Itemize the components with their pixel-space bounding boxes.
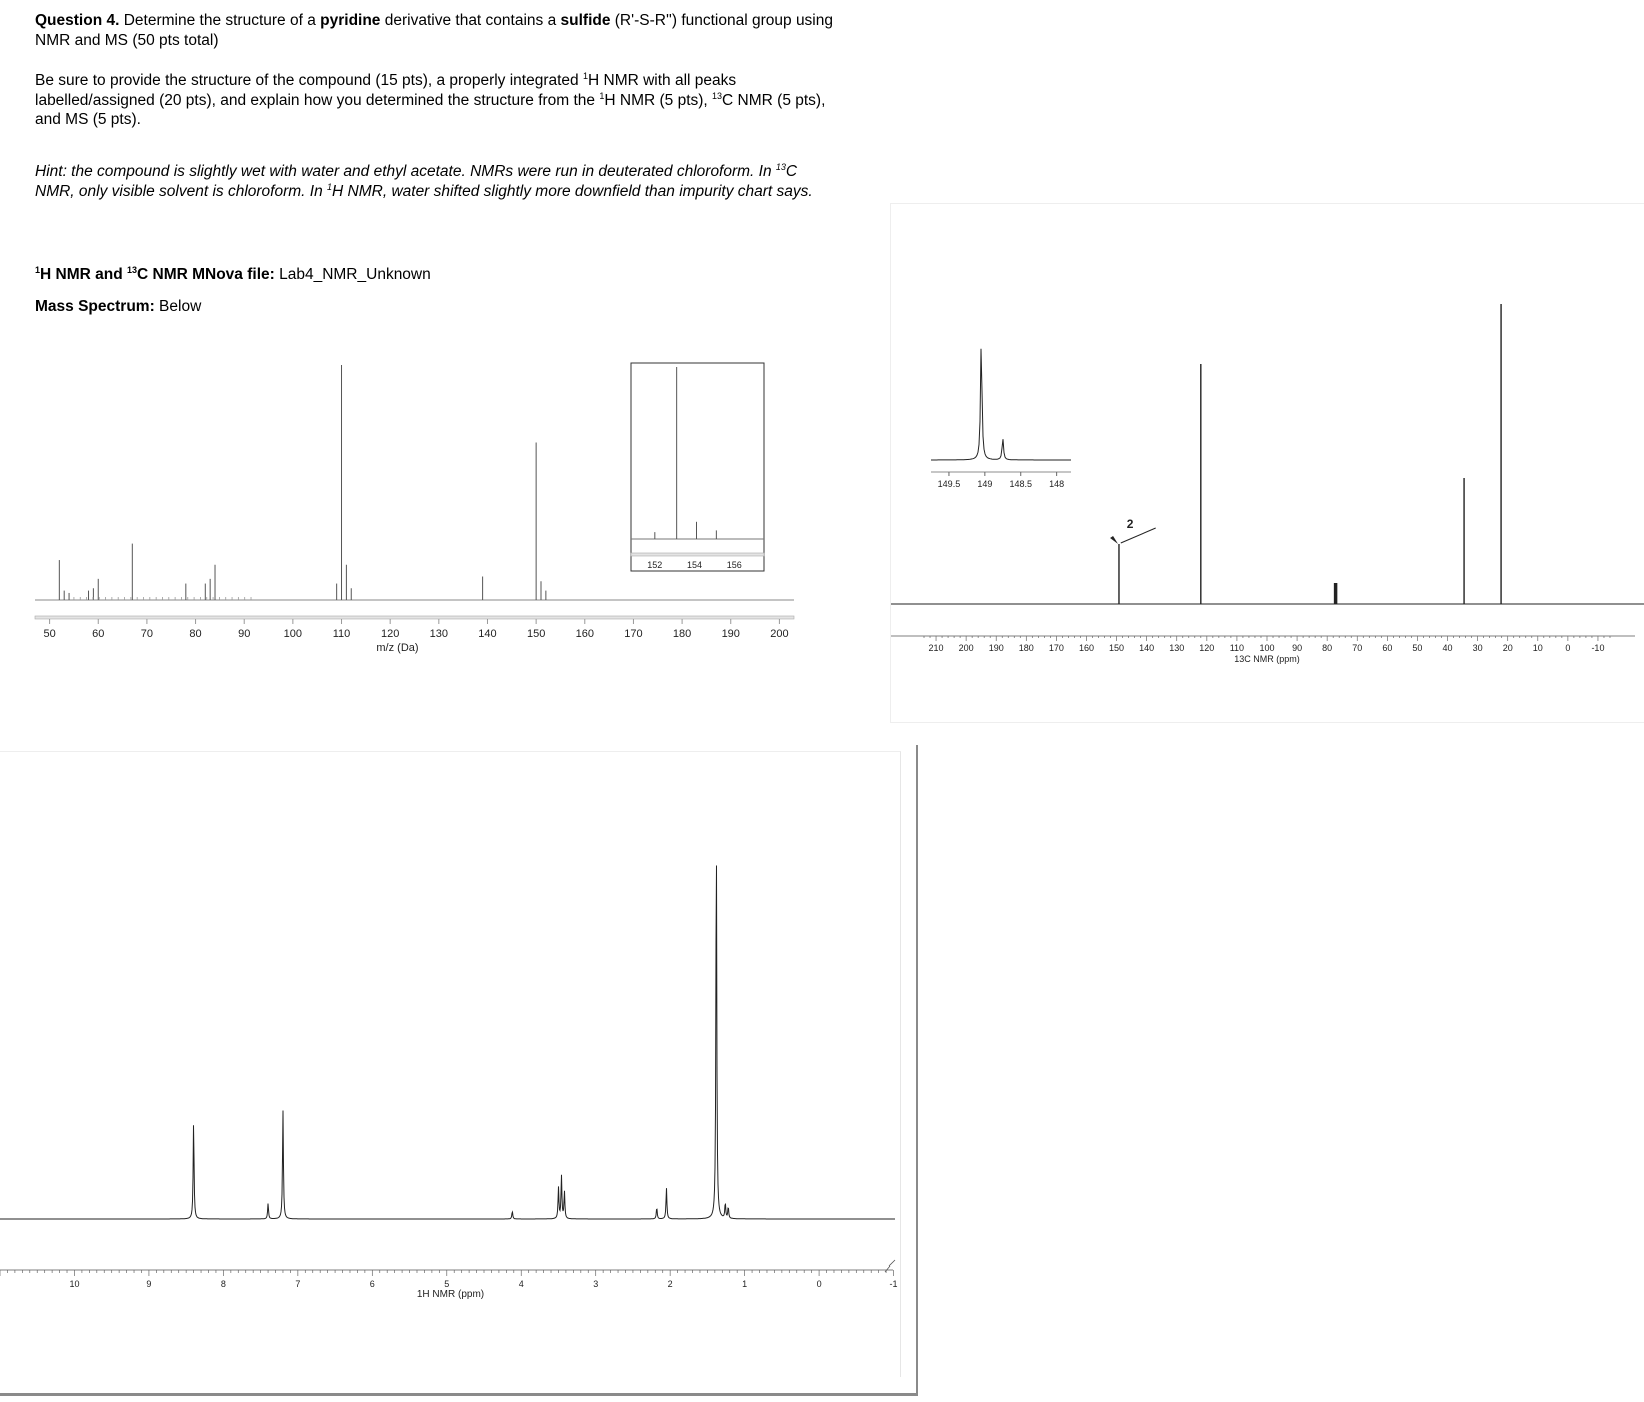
h1-tick-label: 10	[69, 1279, 80, 1289]
h1-panel-frame-right	[916, 745, 918, 1395]
c13-tick-label: 160	[1078, 643, 1094, 653]
ms-tick-label: 140	[478, 628, 497, 640]
h1-trace	[0, 866, 895, 1220]
ms-x-axis-label: m/z (Da)	[376, 642, 419, 654]
c13-tick-label: 50	[1412, 643, 1423, 653]
ms-tick-label: 170	[624, 628, 643, 640]
c13-arrow-head	[1110, 536, 1118, 544]
h1-tick-label: 0	[816, 1279, 822, 1289]
c13-inset-tick-label: 148	[1049, 479, 1065, 489]
ms-inset-tick-label: 152	[647, 560, 663, 570]
c13-tick-label: 0	[1565, 643, 1571, 653]
c13-tick-label: 40	[1442, 643, 1453, 653]
c13-inset-tick-label: 148.5	[1009, 479, 1033, 489]
c13-tick-label: 190	[988, 643, 1004, 653]
h1-tick-label: 8	[220, 1279, 226, 1289]
c13-tick-label: 30	[1472, 643, 1483, 653]
c13-inset-tick-label: 149.5	[937, 479, 961, 489]
c13-tick-label: 110	[1229, 643, 1245, 653]
ms-tick-label: 90	[238, 628, 251, 640]
c13-tick-label: 20	[1502, 643, 1513, 653]
ms-tick-label: 200	[770, 628, 789, 640]
c13-inset-tick-label: 149	[977, 479, 993, 489]
ms-tick-label: 150	[526, 628, 546, 640]
h1-tick-label: 5	[444, 1279, 450, 1289]
ms-tick-label: 70	[140, 628, 154, 640]
ms-tick-label: 80	[189, 628, 202, 640]
c13-tick-label: 70	[1352, 643, 1363, 653]
ms-tick-label: 180	[672, 628, 692, 640]
c13-tick-label: -10	[1591, 643, 1605, 653]
ms-inset-frame	[631, 363, 764, 571]
ms-tick-label: 110	[332, 628, 351, 640]
ms-inset-tick-label: 154	[687, 560, 703, 570]
h1-x-axis-label: 1H NMR (ppm)	[416, 1289, 485, 1300]
c13-tick-label: 200	[958, 643, 974, 653]
c13-tick-label: 130	[1169, 643, 1185, 653]
ms-tick-label: 160	[575, 628, 594, 640]
ms-tick-label: 120	[380, 628, 400, 640]
h1-tick-label: 6	[369, 1279, 375, 1289]
c13-tick-label: 140	[1139, 643, 1155, 653]
mnova-file-name: Lab4_NMR_Unknown	[274, 266, 431, 283]
question-text: Question 4. Determine the structure of a pyridine derivative that contains a sulfide (R'-S-R'') functional group using NMR and MS (50 pts total)	[35, 12, 833, 49]
c13-tick-label: 80	[1322, 643, 1333, 653]
c13-x-axis-label: 13C NMR (ppm)	[1234, 654, 1300, 664]
c13-nmr-chart	[891, 204, 1644, 722]
hint-text: Hint: the compound is slightly wet with water and ethyl acetate. NMRs were run in deuterated chloroform. In $^{13}$C NMR, only visible solvent is chloroform. In $^1$H NMR, water shifted slightly more downfield than impurity chart says.	[35, 162, 813, 200]
c13-inset-trace	[931, 349, 1071, 460]
pyridine-keyword: pyridine	[320, 12, 381, 29]
sulfide-keyword: sulfide	[560, 12, 611, 29]
h1-tick-label: 7	[295, 1279, 301, 1289]
c13-tick-label: 60	[1382, 643, 1393, 653]
h1-nmr-panel	[0, 751, 901, 1377]
h1-tick-label: -1	[889, 1279, 898, 1289]
ms-inset-tick-label: 156	[726, 560, 742, 570]
c13-tick-label: 90	[1292, 643, 1303, 653]
c13-tick-label: 210	[928, 643, 944, 653]
h1-tick-label: 3	[593, 1279, 599, 1289]
ms-tick-label: 60	[92, 628, 105, 640]
ms-tick-label: 190	[721, 628, 740, 640]
ms-inset-axis	[631, 553, 764, 556]
ms-tick-label: 130	[429, 628, 449, 640]
ms-line: Mass Spectrum: Below	[35, 298, 202, 315]
c13-peak-annotation: 2	[1126, 517, 1134, 531]
mass-spectrum-chart	[0, 340, 800, 660]
c13-tick-label: 10	[1532, 643, 1543, 653]
c13-tick-label: 170	[1048, 643, 1064, 653]
c13-tick-label: 180	[1018, 643, 1034, 653]
ms-tick-label: 50	[43, 628, 56, 640]
c13-nmr-panel	[890, 203, 1644, 723]
h1-nmr-chart	[0, 752, 900, 1377]
h1-tick-label: 1	[742, 1279, 748, 1289]
c13-tick-label: 100	[1259, 643, 1275, 653]
c13-tick-label: 150	[1109, 643, 1125, 653]
ms-tick-label: 100	[283, 628, 303, 640]
h1-tick-label: 4	[518, 1279, 524, 1289]
h1-panel-frame-bottom	[0, 1393, 918, 1396]
h1-tick-label: 9	[146, 1279, 152, 1289]
h1-tick-label: 2	[667, 1279, 673, 1289]
ms-x-axis	[35, 616, 794, 619]
c13-tick-label: 120	[1199, 643, 1215, 653]
file-line: $^1$H NMR and $^{13}$C NMR MNova file: Lab4_NMR_Unknown	[35, 265, 431, 283]
requirements-text: Be sure to provide the structure of the compound (15 pts), a properly integrated $^1$H NMR with all peaks labelled/assigned (20 pts), and explain how you determined the structure from the $^1$H NMR (5 pts), $^{13}$C NMR (5 pts), and MS (5 pts).	[35, 71, 826, 128]
question-heading: Question 4.	[35, 12, 120, 29]
